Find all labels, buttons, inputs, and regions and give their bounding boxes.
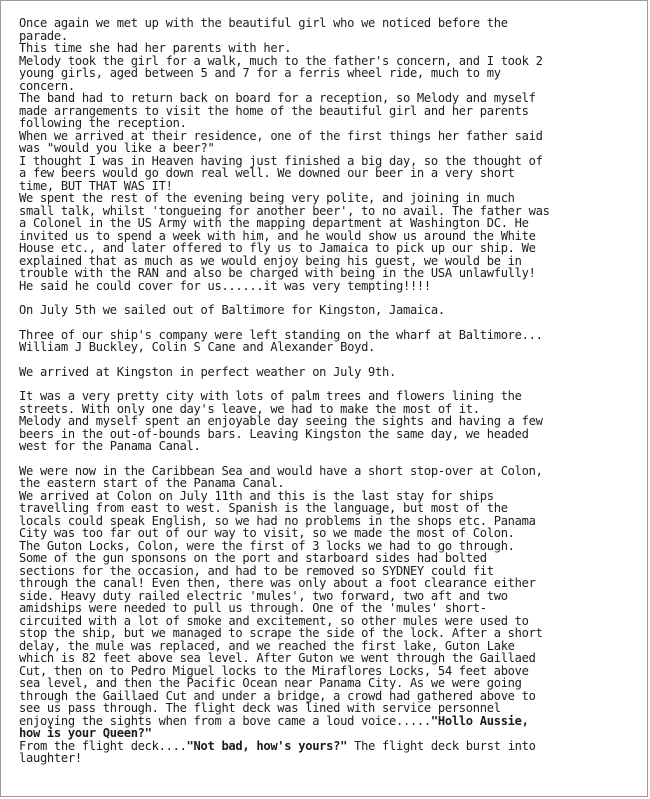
text-line: Cut, then on to Pedro Miguel locks to the Miraflores Locks, 54 feet above — [19, 663, 529, 678]
paragraph-panama — [19, 465, 633, 765]
quote-not-bad: "Not bad, how's yours?" — [186, 738, 348, 753]
paragraph-sailed — [19, 304, 633, 317]
text-line: He said he could cover for us......it was very tempting!!!! — [19, 278, 431, 293]
text-line: was "would you like a beer?" — [19, 141, 215, 155]
text-line: Melody took the girl for a walk, much to the father's concern, and I took 2 — [19, 53, 543, 68]
text-line: On July 5th we sailed out of Baltimore for Kingston, Jamaica. — [19, 303, 445, 317]
text-line: This time she had her parents with her. — [19, 41, 292, 55]
text-line: Three of our ship's company were left standing on the wharf at Baltimore... — [19, 327, 543, 342]
text-line: Once again we met up with the beautiful girl who we noticed before the — [19, 16, 508, 30]
text-line: streets. With only one day's leave, we had to make the most of it. — [19, 401, 480, 416]
quote-queen: how is your Queen?" — [19, 726, 152, 740]
text-line: William J Buckley, Colin S Cane and Alexander Boyd. — [19, 340, 376, 354]
text-line: invited us to spend a week with him, and he would show us around the White — [19, 228, 536, 243]
text-line: We arrived at Colon on July 11th and this is the last stay for ships — [19, 488, 494, 503]
text-line: which is 82 feet above sea level. After Guton we went through the Gaillaed — [19, 651, 536, 665]
text-run: enjoying the sights when from a bove came a loud voice..... — [19, 713, 431, 728]
text-line: time, BUT THAT WAS IT! — [19, 178, 173, 193]
text-line: small talk, whilst 'tongueing for another beer', to no avail. The father was — [19, 203, 550, 218]
text-line: concern. — [19, 78, 75, 93]
text-line: delay, the mule was replaced, and we reached the first lake, Guton Lake — [19, 638, 515, 653]
text-line: I thought I was in Heaven having just finished a big day, so the thought of — [19, 153, 543, 168]
text-line: The band had to return back on board for a reception, so Melody and myself — [19, 91, 536, 105]
paragraph-kingston-city — [19, 390, 633, 453]
text-line: the eastern start of the Panama Canal. — [19, 476, 285, 490]
text-line: We arrived at Kingston in perfect weather on July 9th. — [19, 364, 396, 379]
text-line: The Guton Locks, Colon, were the first of 3 locks we had to go through. — [19, 538, 515, 553]
text-line: sea level, and then the Pacific Ocean near Panama City. As we were going — [19, 676, 522, 690]
paragraph-visit — [19, 17, 633, 292]
text-line: trouble with the RAN and also be charged with being in the USA unlawfully! — [19, 266, 536, 280]
paragraph-kingston-arrival — [19, 366, 633, 379]
text-line: made arrangements to visit the home of the beautiful girl and her parents — [19, 103, 529, 118]
text-line: through the canal! Even then, there was only about a foot clearance either — [19, 576, 536, 590]
text-line: laughter! — [19, 751, 82, 765]
text-line: locals could speak English, so we had no problems in the shops etc. Panama — [19, 513, 536, 528]
paragraph-wharf — [19, 329, 633, 354]
text-line: side. Heavy duty railed electric 'mules', two forward, two aft and two — [19, 588, 508, 603]
text-line: We were now in the Caribbean Sea and would have a short stop-over at Colon, — [19, 463, 543, 478]
text-line: stop the ship, but we managed to scrape the side of the lock. After a short — [19, 626, 543, 640]
text-line: travelling from east to west. Spanish is the language, but most of the — [19, 501, 508, 515]
text-line: circuited with a lot of smoke and excitement, so other mules were used to — [19, 613, 529, 628]
document-body — [19, 17, 633, 765]
text-line: a Colonel in the US Army with the mapping department at Washington DC. He — [19, 216, 529, 230]
text-run: From the flight deck.... — [19, 738, 187, 753]
text-line: young girls, aged between 5 and 7 for a ferris wheel ride, much to my — [19, 66, 501, 80]
text-line: amidships were needed to pull us through. One of the 'mules' short- — [19, 601, 487, 615]
text-line — [19, 740, 633, 753]
quote-hollo-aussie: "Hollo Aussie, — [430, 713, 529, 728]
text-line: We spent the rest of the evening being very polite, and joining in much — [19, 191, 515, 205]
text-line: sections for the occasion, and had to be removed so SYDNEY could fit — [19, 563, 494, 578]
text-run: The flight deck burst into — [347, 738, 536, 753]
text-line: following the reception. — [19, 116, 187, 130]
text-line: a few beers would go down real well. We downed our beer in a very short — [19, 166, 515, 180]
text-line: parade. — [19, 28, 68, 43]
text-line: through the Gaillaed Cut and under a bridge, a crowd had gathered above to — [19, 688, 536, 703]
text-line: see us pass through. The flight deck was lined with service personnel — [19, 701, 501, 715]
text-line: explained that as much as we would enjoy being his guest, we would be in — [19, 253, 522, 268]
text-line: Some of the gun sponsons on the port and starboard sides had bolted — [19, 551, 487, 565]
text-line: Melody and myself spent an enjoyable day seeing the sights and having a few — [19, 414, 543, 428]
text-line: beers in the out-of-bounds bars. Leaving Kingston the same day, we headed — [19, 426, 529, 441]
text-line: west for the Panama Canal. — [19, 439, 201, 453]
text-line: City was too far out of our way to visit, so we made the most of Colon. — [19, 526, 515, 540]
text-line: House etc., and later offered to fly us to Jamaica to pick up our ship. We — [19, 241, 536, 255]
text-line: It was a very pretty city with lots of palm trees and flowers lining the — [19, 389, 522, 403]
text-line: When we arrived at their residence, one of the first things her father said — [19, 128, 543, 143]
